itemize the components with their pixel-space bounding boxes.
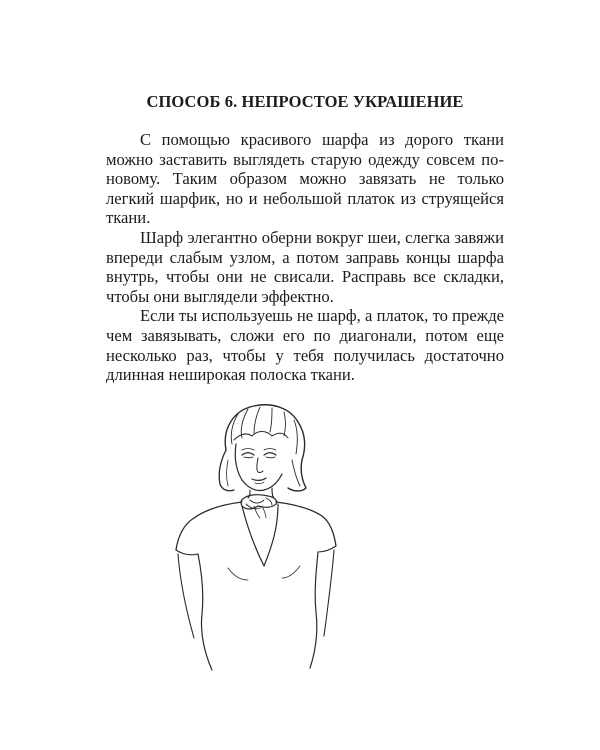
v-neckline (242, 504, 278, 566)
torso-right (310, 552, 318, 668)
paragraph-1: С помощью красивого шарфа из дорого ткани можно заставить выглядеть старую одежду совсем по-новому. Таким образом можно завязать не только легкий шарфик, но и небольшой платок из струящейся ткани. (106, 130, 504, 228)
page-title: СПОСОБ 6. НЕПРОСТОЕ УКРАШЕНИЕ (146, 92, 464, 111)
body-text (106, 130, 504, 385)
paragraph-3: Если ты используешь не шарф, а платок, то прежде чем завязывать, сложи его по диагонали, потом еще несколько раз, чтобы у тебя получилась достаточно длинная неширокая полоска ткани. (106, 306, 504, 385)
left-shoulder (176, 502, 242, 550)
woman-sketch-drawing (168, 400, 398, 722)
illustration-woman-with-scarf (168, 400, 398, 722)
right-shoulder (276, 502, 336, 546)
paragraph-2: Шарф элегантно оберни вокруг шеи, слегка завяжи впереди слабым узлом, а потом заправь концы шарфа внутрь, чтобы они не свисали. Расправь все складки, чтобы они выглядели эффектно. (106, 227, 504, 306)
torso-left (198, 554, 212, 670)
